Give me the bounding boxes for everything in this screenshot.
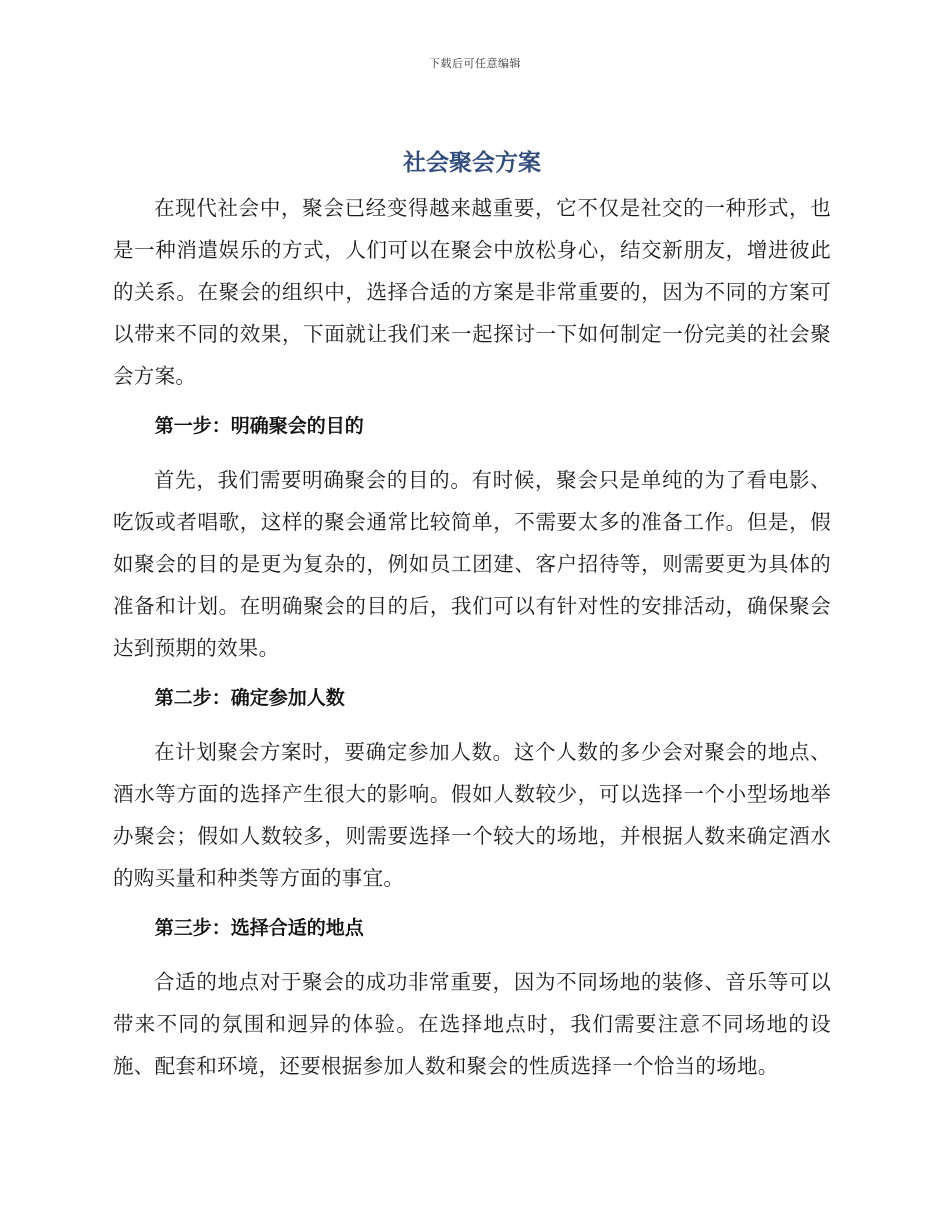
document-title: 社会聚会方案 [403, 150, 541, 176]
page-header-note: 下载后可任意编辑 [429, 57, 521, 70]
section-paragraph: 合适的地点对于聚会的成功非常重要，因为不同场地的装修、音乐等可以带来不同的氛围和迥异的体验。在选择地点时，我们需要注意不同场地的设施、配套和环境，还要根据参加人数和聚会的性质选择一个恰当的场地。 [113, 970, 831, 1078]
intro-paragraph: 在现代社会中，聚会已经变得越来越重要，它不仅是社交的一种形式，也是一种消遣娱乐的方式，人们可以在聚会中放松身心，结交新朋友，增进彼此的关系。在聚会的组织中，选择合适的方案是非常重要的，因为不同的方案可以带来不同的效果，下面就让我们来一起探讨一下如何制定一份完美的社会聚会方案。 [113, 196, 831, 388]
document-body [113, 145, 831, 1087]
section-paragraph: 在计划聚会方案时，要确定参加人数。这个人数的多少会对聚会的地点、酒水等方面的选择产生很大的影响。假如人数较少，可以选择一个小型场地举办聚会；假如人数较多，则需要选择一个较大的场地，并根据人数来确定酒水的购买量和种类等方面的事宜。 [113, 740, 831, 890]
section-step-3 [113, 907, 831, 1087]
section-heading: 第一步：明确聚会的目的 [154, 415, 364, 437]
section-step-1 [113, 405, 831, 669]
section-heading: 第二步：确定参加人数 [154, 687, 345, 709]
section-paragraph: 首先，我们需要明确聚会的目的。有时候，聚会只是单纯的为了看电影、吃饭或者唱歌，这样的聚会通常比较简单，不需要太多的准备工作。但是，假如聚会的目的是更为复杂的，例如员工团建、客户招待等，则需要更为具体的准备和计划。在明确聚会的目的后，我们可以有针对性的安排活动，确保聚会达到预期的效果。 [113, 468, 831, 660]
section-step-2 [113, 677, 831, 899]
section-heading: 第三步：选择合适的地点 [154, 917, 364, 939]
